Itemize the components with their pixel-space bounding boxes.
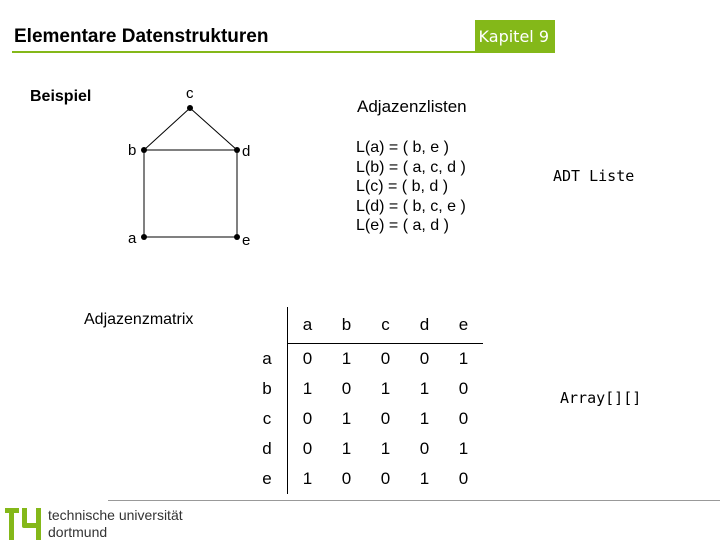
matrix-row-header: e xyxy=(247,464,288,494)
adjacency-lists-title: Adjazenzlisten xyxy=(357,97,467,116)
matrix-cell: 1 xyxy=(302,469,313,488)
header-divider xyxy=(12,51,475,53)
matrix-cell: 1 xyxy=(341,439,352,458)
graph-edges xyxy=(144,108,237,237)
matrix-row-header: b xyxy=(247,374,288,404)
matrix-row xyxy=(247,464,483,494)
university-name xyxy=(48,507,183,541)
matrix-cell: 0 xyxy=(302,409,313,428)
edge-c-b xyxy=(144,108,190,150)
node-a xyxy=(141,234,147,240)
matrix-row-header: d xyxy=(247,434,288,464)
node-label-b: b xyxy=(128,142,137,159)
matrix-cell: 0 xyxy=(341,469,352,488)
adt-list-label: ADT Liste xyxy=(553,167,635,185)
matrix-cell: 0 xyxy=(458,469,469,488)
matrix-row-header: a xyxy=(247,344,288,375)
node-label-c: c xyxy=(186,85,194,102)
adjacency-matrix-title: Adjazenzmatrix xyxy=(84,311,194,328)
matrix-col-header: a xyxy=(288,307,328,344)
matrix-cell: 0 xyxy=(419,349,430,368)
matrix-cell: 0 xyxy=(458,379,469,398)
matrix-cell: 0 xyxy=(302,349,313,368)
chapter-label: Kapitel 9 xyxy=(478,27,549,46)
matrix-cell: 1 xyxy=(302,379,313,398)
graph-nodes xyxy=(141,105,240,240)
adjacency-list-b: L(b) = ( a, c, d ) xyxy=(356,158,466,176)
tu-logo-icon xyxy=(2,503,46,540)
university-name-line2: dortmund xyxy=(48,524,108,540)
matrix-col-header: d xyxy=(405,307,444,344)
adjacency-list-e: L(e) = ( a, d ) xyxy=(356,217,449,234)
matrix-corner xyxy=(247,307,288,344)
matrix-header-row xyxy=(247,307,483,344)
matrix-cell: 0 xyxy=(419,439,430,458)
node-e xyxy=(234,234,240,240)
matrix-col-header: b xyxy=(327,307,366,344)
matrix-cell: 0 xyxy=(458,409,469,428)
edge-c-d xyxy=(190,108,237,150)
node-b xyxy=(141,147,147,153)
matrix-cell: 1 xyxy=(419,469,430,488)
matrix-cell: 1 xyxy=(341,409,352,428)
node-c xyxy=(187,105,193,111)
example-graph xyxy=(100,80,280,255)
matrix-cell: 0 xyxy=(341,379,352,398)
matrix-cell: 0 xyxy=(380,469,391,488)
matrix-cell: 1 xyxy=(380,379,391,398)
matrix-cell: 0 xyxy=(380,349,391,368)
university-name-line1: technische universität xyxy=(48,507,183,523)
node-label-d: d xyxy=(242,143,251,160)
matrix-row xyxy=(247,404,483,434)
matrix-row xyxy=(247,434,483,464)
matrix-row xyxy=(247,374,483,404)
node-d xyxy=(234,147,240,153)
matrix-cell: 1 xyxy=(419,379,430,398)
slide-title: Elementare Datenstrukturen xyxy=(14,26,269,47)
adjacency-list-d: L(d) = ( b, c, e ) xyxy=(356,197,466,215)
matrix-cell: 1 xyxy=(341,349,352,368)
adjacency-list-c: L(c) = ( b, d ) xyxy=(356,178,449,195)
adjacency-list-a: L(a) = ( b, e ) xyxy=(356,139,449,156)
matrix-row-header: c xyxy=(247,404,288,434)
chapter-badge xyxy=(475,20,555,53)
footer-divider xyxy=(108,500,720,501)
node-label-a: a xyxy=(128,230,137,247)
example-label: Beispiel xyxy=(30,88,92,105)
array-label: Array[][] xyxy=(560,389,642,407)
matrix-cell: 1 xyxy=(458,349,469,368)
matrix-cell: 1 xyxy=(380,439,391,458)
matrix-col-header: e xyxy=(444,307,483,344)
node-label-e: e xyxy=(242,232,251,249)
adjacency-lists xyxy=(356,138,466,236)
adjacency-matrix xyxy=(247,307,483,494)
matrix-cell: 1 xyxy=(419,409,430,428)
matrix-col-header: c xyxy=(366,307,405,344)
matrix-row xyxy=(247,344,483,375)
matrix-vertical-rules xyxy=(286,307,288,484)
matrix-cell: 0 xyxy=(302,439,313,458)
matrix-cell: 1 xyxy=(458,439,469,458)
matrix-cell: 0 xyxy=(380,409,391,428)
